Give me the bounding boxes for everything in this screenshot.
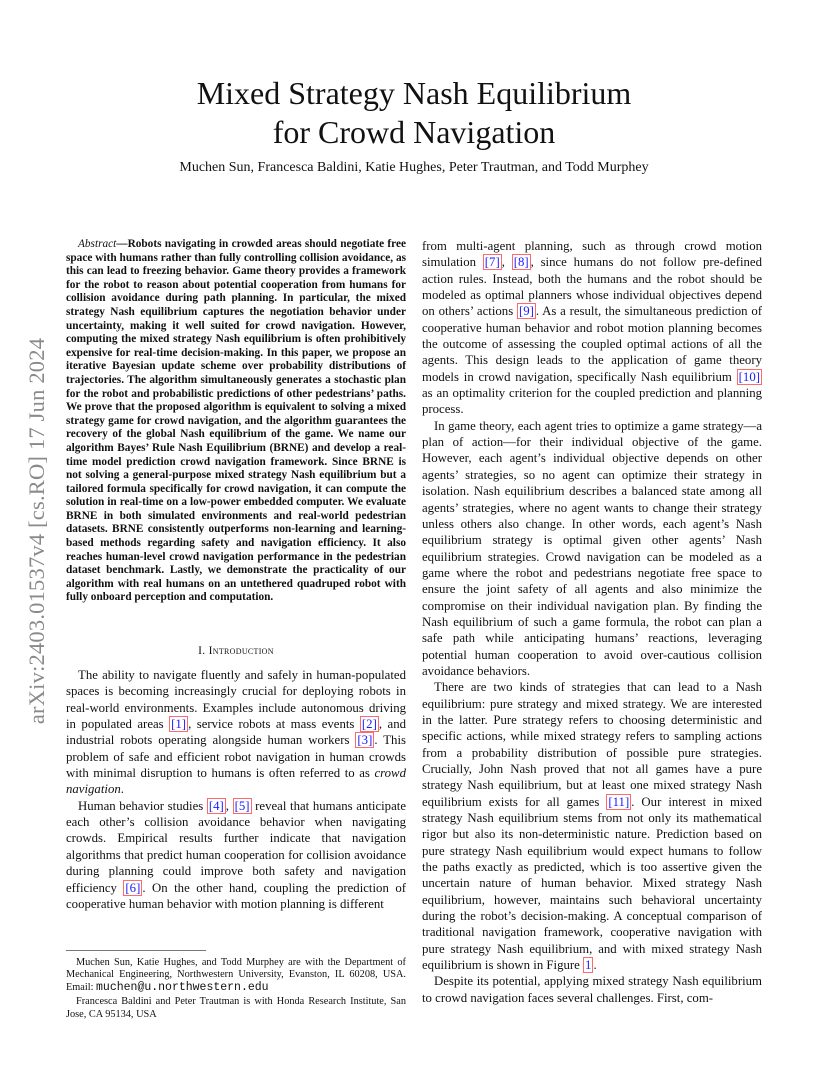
text-span: from multi-agent planning, such as through crowd motion simulation [422, 239, 762, 270]
citation-link[interactable]: [5] [234, 798, 250, 813]
figure-reference-link[interactable]: 1 [585, 958, 592, 973]
citation-link[interactable]: [8] [513, 255, 529, 270]
text-span: . On the other hand, coupling the prediction of cooperative human behavior with motion planning is different [66, 880, 406, 911]
text-span: . [593, 958, 597, 973]
right-column [422, 238, 762, 1006]
author-list: Muchen Sun, Francesca Baldini, Katie Hughes, Peter Trautman, and Todd Murphey [179, 160, 649, 175]
text-span: reveal that humans anticipate each other’s collision avoidance behavior when navigating crowds. Empirical results further indicate that navigation algorithms that predict human cooperation for collision avoidance during planning could improve both safety and navigation efficiency [66, 798, 406, 895]
paper-title [0, 74, 828, 152]
body-paragraph-3 [422, 679, 762, 973]
text-span: , [225, 798, 233, 813]
title-line-1: Mixed Strategy Nash Equilibrium [196, 75, 632, 111]
body-paragraph-4: Despite its potential, applying mixed strategy Nash equilibrium to crowd navigation faces several challenges. First, com- [422, 974, 762, 1005]
text-span: The ability to navigate fluently and safely in human-populated spaces is becoming increasingly crucial for deploying robots in real-world environments. Examples include autonomous driving in populated areas [66, 668, 406, 732]
text-span: There are two kinds of strategies that can lead to a Nash equilibrium: pure strategy and mixed strategy. We are interested in the latter. Pure strategy refers to choosing deterministic and specific actions, while mixed strategy refers to sampling actions from a probability distribution of possible pure strategies. Crucially, John Nash proved that not all games have a pure strategy Nash equilibrium, but at least one mixed strategy Nash equilibrium exists for all games [422, 680, 762, 809]
footnote-affiliation-2: Francesca Baldini and Peter Trautman is with Honda Research Institute, San Jose, CA 95134, USA [66, 996, 406, 1020]
title-line-2: for Crowd Navigation [272, 114, 556, 150]
footnote-divider [66, 950, 206, 951]
email-link[interactable]: muchen@u.northwestern.edu [96, 980, 269, 994]
text-span: Muchen Sun, Katie Hughes, and Todd Murphey are with the Department of Mechanical Engineering, Northwestern University, Evanston, IL 60208, USA. Email: [66, 957, 406, 993]
text-span: . [120, 782, 124, 797]
text-span: , [501, 255, 512, 270]
section-heading-introduction: I. Introduction [198, 645, 274, 658]
emphasis-text: crowd navigation [66, 766, 406, 797]
citation-link[interactable]: [1] [171, 717, 187, 732]
text-span: , service robots at mass events [188, 717, 360, 732]
citation-link[interactable]: [6] [125, 880, 141, 895]
text-span: . As a result, the simultaneous prediction of cooperative human behavior and robot motion planning becomes the outcome of assessing the coupled optimal actions of all the agents. This design leads to the application of game theory models in crowd navigation, specifically Nash equilibrium [422, 304, 762, 384]
citation-link[interactable]: [11] [608, 794, 630, 809]
text-span: as an optimality criterion for the coupled prediction and planning process. [422, 386, 762, 417]
footnote-affiliation-1 [66, 957, 406, 994]
text-span: , and industrial robots operating alongside human workers [66, 717, 406, 748]
intro-paragraph-2 [66, 798, 406, 912]
text-span: . This problem of safe and efficient robot navigation in human crowds with minimal disruption to humans is often referred to as [66, 733, 406, 781]
body-paragraph-2: In game theory, each agent tries to optimize a game strategy—a plan of action—for their individual objective of the game. However, each agent’s individual objective depends on other agents’ strategies, so no agent can optimize their strategy in isolation. Nash equilibrium describes a balanced state among all agents’ strategies, where no agent wants to change their strategy unless others also change. In other words, each agent’s Nash equilibrium strategy is optimal given other agents’ Nash equilibrium strategies. Crowd navigation can be modeled as a game where the robot and pedestrians negotiate free space to ensure the joint safety of all agents and also minimize the compromise on their individual navigation plan. By finding the Nash equilibrium of such a game formula, the robot can plan a safe path while anticipating humans’ reactions, leveraging potential human cooperation to avoid over-cautious collision avoidance behaviors. [422, 418, 762, 678]
footnotes [66, 950, 406, 1023]
abstract-text: —Robots navigating in crowded areas should negotiate free space with humans rather than fully controlling collision avoidance, as this can lead to freezing behavior. Game theory provides a framework for the robot to reason about potential cooperation from humans for collision avoidance during path planning. In particular, the mixed strategy Nash equilibrium captures the negotiation behavior under uncertainty, making it well suited for crowd navigation. However, computing the mixed strategy Nash equilibrium is often prohibitively expensive for real-time decision-making. In this paper, we propose an iterative Bayesian update scheme over probability distributions of trajectories. The algorithm simultaneously generates a stochastic plan for the robot and probabilistic predictions of other pedestrians’ paths. We prove that the proposed algorithm is equivalent to solving a mixed strategy game for crowd navigation, and the algorithm guarantees the recovery of the global Nash equilibrium of the game. We name our algorithm Bayes’ Rule Nash Equilibrium (BRNE) and develop a real-time model prediction crowd navigation framework. Since BRNE is not solving a general-purpose mixed strategy Nash equilibrium but a tailored formula specifically for crowd navigation, it can compute the solution in real-time on a low-power embedded computer. We evaluate BRNE in both simulated environments and real-world pedestrian datasets. BRNE consistently outperforms non-learning and learning-based methods regarding safety and navigation efficiency. It also reaches human-level crowd navigation performance in the pedestrian dataset benchmark. Lastly, we demonstrate the practicality of our algorithm with real humans on an untethered quadruped robot with fully onboard perception and computation. [66, 238, 406, 604]
citation-link[interactable]: [9] [518, 304, 534, 319]
citation-link[interactable]: [4] [208, 798, 224, 813]
abstract-label: Abstract [78, 238, 117, 250]
citation-link[interactable]: [2] [361, 717, 377, 732]
text-span: , since humans do not follow pre-defined action rules. Instead, both the humans and the robot should be modeled as optimal planners whose individual objectives depend on others’ actions [422, 255, 763, 319]
intro-paragraph-1 [66, 667, 406, 798]
arxiv-identifier-text: arXiv:2403.01537v4 [cs.RO] 17 Jun 2024 [24, 337, 49, 725]
text-span: . Our interest in mixed strategy Nash equilibrium stems from not only its mathematical rigor but also its non-deterministic nature. Prediction based on pure strategy Nash equilibrium would expect humans to follow the paths exactly as predicted, which is too assertive given the uncertain nature of human behavior. Mixed strategy Nash equilibrium, however, maintains such behavioral uncertainty during the robot’s decision-making. A conceptual comparison of traditional navigation framework, cooperative navigation with pure strategy Nash equilibrium, and with mixed strategy Nash equilibrium is shown in Figure [422, 794, 762, 973]
citation-link[interactable]: [3] [357, 733, 373, 748]
body-paragraph-1 [422, 238, 762, 418]
arxiv-identifier-stamp [22, 296, 52, 766]
citation-link[interactable]: [7] [484, 255, 500, 270]
citation-link[interactable]: [10] [738, 369, 760, 384]
text-span: Human behavior studies [78, 798, 207, 813]
abstract [66, 238, 406, 605]
left-column [66, 238, 406, 912]
